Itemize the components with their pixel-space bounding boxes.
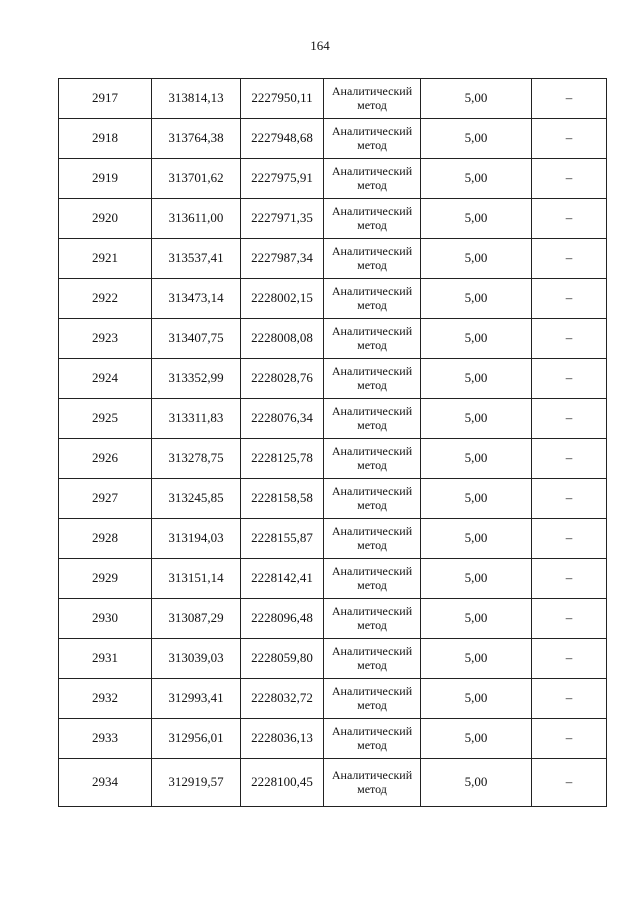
note-cell: – — [532, 519, 607, 559]
point-number-cell: 2918 — [59, 119, 152, 159]
x-coordinate-cell: 313352,99 — [152, 359, 241, 399]
x-coordinate-cell: 313611,00 — [152, 199, 241, 239]
method-cell — [324, 679, 421, 719]
y-coordinate-cell: 2227975,91 — [241, 159, 324, 199]
accuracy-cell: 5,00 — [421, 719, 532, 759]
x-coordinate-cell: 313278,75 — [152, 439, 241, 479]
point-number-cell: 2927 — [59, 479, 152, 519]
x-coordinate-cell: 313039,03 — [152, 639, 241, 679]
x-coordinate-cell: 313814,13 — [152, 79, 241, 119]
point-number-cell: 2920 — [59, 199, 152, 239]
note-cell: – — [532, 119, 607, 159]
point-number-cell: 2919 — [59, 159, 152, 199]
y-coordinate-cell: 2228002,15 — [241, 279, 324, 319]
y-coordinate-cell: 2228036,13 — [241, 719, 324, 759]
method-line-2: метод — [357, 217, 387, 232]
note-cell: – — [532, 639, 607, 679]
table-row — [59, 759, 607, 807]
note-cell: – — [532, 599, 607, 639]
y-coordinate-cell: 2228158,58 — [241, 479, 324, 519]
table-row — [59, 399, 607, 439]
method-cell — [324, 719, 421, 759]
table-row — [59, 679, 607, 719]
accuracy-cell: 5,00 — [421, 559, 532, 599]
point-number-cell: 2928 — [59, 519, 152, 559]
method-line-1: Аналитический — [331, 244, 413, 259]
table-row — [59, 719, 607, 759]
x-coordinate-cell: 312993,41 — [152, 679, 241, 719]
note-cell: – — [532, 719, 607, 759]
method-cell — [324, 399, 421, 439]
point-number-cell: 2929 — [59, 559, 152, 599]
x-coordinate-cell: 313087,29 — [152, 599, 241, 639]
method-line-2: метод — [357, 617, 387, 632]
table-row — [59, 199, 607, 239]
method-line-1: Аналитический — [331, 84, 413, 99]
x-coordinate-cell: 313407,75 — [152, 319, 241, 359]
x-coordinate-cell: 313245,85 — [152, 479, 241, 519]
accuracy-cell: 5,00 — [421, 79, 532, 119]
method-cell — [324, 359, 421, 399]
note-cell: – — [532, 159, 607, 199]
y-coordinate-cell: 2228096,48 — [241, 599, 324, 639]
x-coordinate-cell: 313194,03 — [152, 519, 241, 559]
table-row — [59, 519, 607, 559]
x-coordinate-cell: 313311,83 — [152, 399, 241, 439]
y-coordinate-cell: 2227950,11 — [241, 79, 324, 119]
table-body — [59, 79, 607, 807]
note-cell: – — [532, 559, 607, 599]
method-line-1: Аналитический — [331, 724, 413, 739]
y-coordinate-cell: 2227948,68 — [241, 119, 324, 159]
note-cell: – — [532, 239, 607, 279]
accuracy-cell: 5,00 — [421, 399, 532, 439]
method-line-2: метод — [357, 377, 387, 392]
y-coordinate-cell: 2228100,45 — [241, 759, 324, 807]
method-line-1: Аналитический — [331, 364, 413, 379]
method-line-2: метод — [357, 657, 387, 672]
method-line-1: Аналитический — [331, 124, 413, 139]
method-line-1: Аналитический — [331, 404, 413, 419]
method-line-1: Аналитический — [331, 524, 413, 539]
x-coordinate-cell: 313701,62 — [152, 159, 241, 199]
accuracy-cell: 5,00 — [421, 639, 532, 679]
table-row — [59, 559, 607, 599]
method-cell — [324, 159, 421, 199]
x-coordinate-cell: 312956,01 — [152, 719, 241, 759]
y-coordinate-cell: 2227987,34 — [241, 239, 324, 279]
table-row — [59, 239, 607, 279]
accuracy-cell: 5,00 — [421, 439, 532, 479]
y-coordinate-cell: 2228028,76 — [241, 359, 324, 399]
method-line-2: метод — [357, 577, 387, 592]
method-line-1: Аналитический — [331, 768, 413, 783]
y-coordinate-cell: 2228142,41 — [241, 559, 324, 599]
x-coordinate-cell: 313151,14 — [152, 559, 241, 599]
method-line-1: Аналитический — [331, 564, 413, 579]
note-cell: – — [532, 199, 607, 239]
method-cell — [324, 279, 421, 319]
point-number-cell: 2932 — [59, 679, 152, 719]
accuracy-cell: 5,00 — [421, 279, 532, 319]
note-cell: – — [532, 399, 607, 439]
accuracy-cell: 5,00 — [421, 679, 532, 719]
method-cell — [324, 519, 421, 559]
table-row — [59, 359, 607, 399]
y-coordinate-cell: 2228059,80 — [241, 639, 324, 679]
note-cell: – — [532, 359, 607, 399]
x-coordinate-cell: 313473,14 — [152, 279, 241, 319]
accuracy-cell: 5,00 — [421, 199, 532, 239]
note-cell: – — [532, 679, 607, 719]
note-cell: – — [532, 759, 607, 807]
point-number-cell: 2917 — [59, 79, 152, 119]
method-line-1: Аналитический — [331, 164, 413, 179]
accuracy-cell: 5,00 — [421, 159, 532, 199]
accuracy-cell: 5,00 — [421, 239, 532, 279]
point-number-cell: 2930 — [59, 599, 152, 639]
accuracy-cell: 5,00 — [421, 479, 532, 519]
coordinates-table — [58, 78, 607, 807]
table-row — [59, 439, 607, 479]
method-line-2: метод — [357, 457, 387, 472]
method-cell — [324, 199, 421, 239]
note-cell: – — [532, 479, 607, 519]
method-line-2: метод — [357, 257, 387, 272]
point-number-cell: 2934 — [59, 759, 152, 807]
point-number-cell: 2921 — [59, 239, 152, 279]
point-number-cell: 2925 — [59, 399, 152, 439]
point-number-cell: 2922 — [59, 279, 152, 319]
note-cell: – — [532, 439, 607, 479]
method-cell — [324, 639, 421, 679]
method-line-1: Аналитический — [331, 644, 413, 659]
accuracy-cell: 5,00 — [421, 359, 532, 399]
y-coordinate-cell: 2228155,87 — [241, 519, 324, 559]
accuracy-cell: 5,00 — [421, 759, 532, 807]
method-cell — [324, 759, 421, 807]
point-number-cell: 2926 — [59, 439, 152, 479]
method-line-2: метод — [357, 177, 387, 192]
point-number-cell: 2923 — [59, 319, 152, 359]
method-cell — [324, 319, 421, 359]
accuracy-cell: 5,00 — [421, 599, 532, 639]
method-cell — [324, 119, 421, 159]
x-coordinate-cell: 313537,41 — [152, 239, 241, 279]
method-cell — [324, 239, 421, 279]
table-row — [59, 159, 607, 199]
y-coordinate-cell: 2228076,34 — [241, 399, 324, 439]
method-line-1: Аналитический — [331, 204, 413, 219]
method-line-1: Аналитический — [331, 324, 413, 339]
y-coordinate-cell: 2227971,35 — [241, 199, 324, 239]
method-line-2: метод — [357, 781, 387, 796]
method-cell — [324, 79, 421, 119]
method-line-2: метод — [357, 297, 387, 312]
page-number: 164 — [310, 38, 330, 53]
table-row — [59, 79, 607, 119]
method-line-2: метод — [357, 697, 387, 712]
y-coordinate-cell: 2228008,08 — [241, 319, 324, 359]
note-cell: – — [532, 279, 607, 319]
method-line-2: метод — [357, 417, 387, 432]
x-coordinate-cell: 313764,38 — [152, 119, 241, 159]
method-cell — [324, 479, 421, 519]
y-coordinate-cell: 2228125,78 — [241, 439, 324, 479]
y-coordinate-cell: 2228032,72 — [241, 679, 324, 719]
point-number-cell: 2933 — [59, 719, 152, 759]
method-line-1: Аналитический — [331, 284, 413, 299]
method-line-2: метод — [357, 97, 387, 112]
note-cell: – — [532, 79, 607, 119]
method-line-2: метод — [357, 497, 387, 512]
method-line-2: метод — [357, 537, 387, 552]
table-row — [59, 119, 607, 159]
accuracy-cell: 5,00 — [421, 319, 532, 359]
method-cell — [324, 439, 421, 479]
table-row — [59, 599, 607, 639]
x-coordinate-cell: 312919,57 — [152, 759, 241, 807]
method-line-1: Аналитический — [331, 684, 413, 699]
method-cell — [324, 599, 421, 639]
table-row — [59, 639, 607, 679]
accuracy-cell: 5,00 — [421, 119, 532, 159]
method-line-2: метод — [357, 337, 387, 352]
table-row — [59, 319, 607, 359]
method-line-1: Аналитический — [331, 444, 413, 459]
method-line-2: метод — [357, 137, 387, 152]
coordinates-table-container — [58, 78, 600, 807]
note-cell: – — [532, 319, 607, 359]
method-cell — [324, 559, 421, 599]
method-line-2: метод — [357, 737, 387, 752]
table-row — [59, 279, 607, 319]
method-line-1: Аналитический — [331, 604, 413, 619]
accuracy-cell: 5,00 — [421, 519, 532, 559]
method-line-1: Аналитический — [331, 484, 413, 499]
table-row — [59, 479, 607, 519]
point-number-cell: 2924 — [59, 359, 152, 399]
point-number-cell: 2931 — [59, 639, 152, 679]
